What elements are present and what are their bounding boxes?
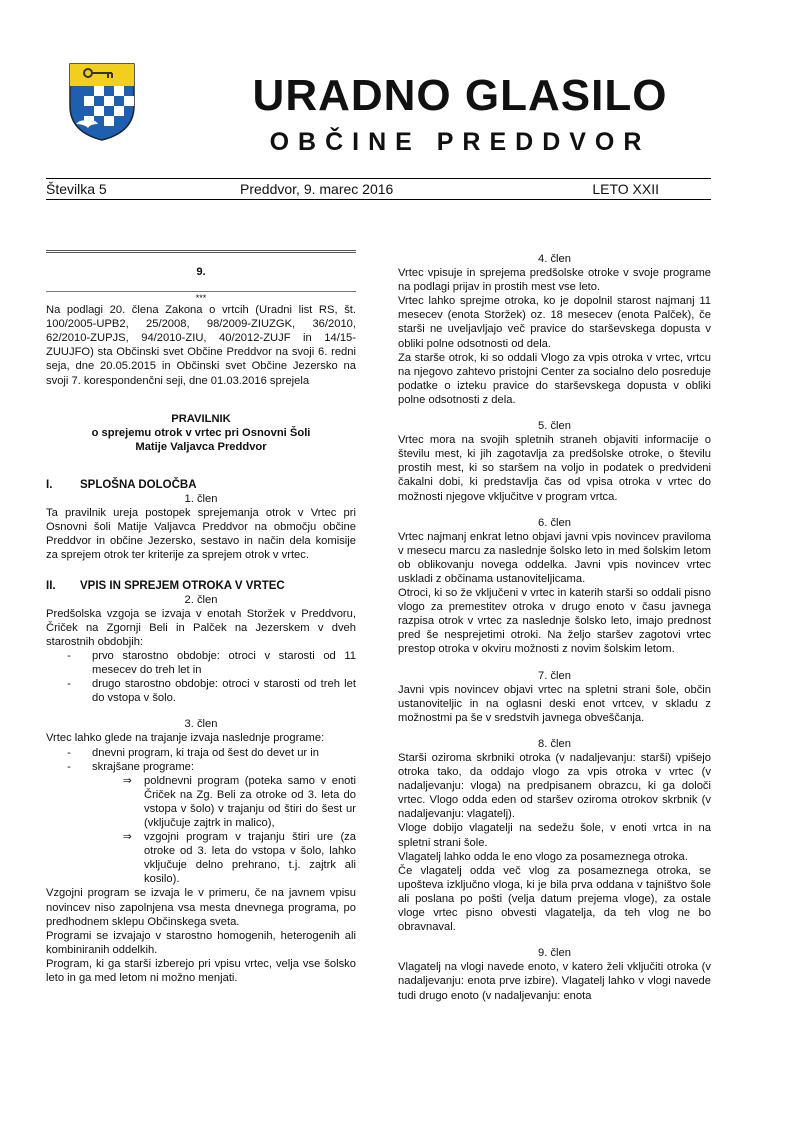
- stars-separator: ***: [195, 293, 207, 304]
- issue-number: Številka 5: [46, 181, 107, 197]
- section-title: SPLOŠNA DOLOČBA: [80, 478, 197, 491]
- section-number: I.: [46, 478, 53, 491]
- section-number: II.: [46, 579, 56, 592]
- article-5-text: Vrtec mora na svojih spletnih straneh objaviti informacije o številu mest, ki jih zagotavlja za predšolske otroke, o številu prostih mest, ki so staršem na voljo in podatek o predvideni čakalni dobi, ki predstavlja čas od vpisa otroka v vrtec do možnosti njegove vključitve v program vrtca.: [398, 434, 711, 503]
- left-column: [46, 250, 356, 985]
- article-7-title: 7. člen: [538, 669, 571, 682]
- section-title: VPIS IN SPREJEM OTROKA V VRTEC: [80, 579, 285, 592]
- article-6-paragraph: Vrtec najmanj enkrat letno objavi javni vpis novincev praviloma v mesecu marcu za naslednje šolsko leto in med šolskim letom ob oblikovanju novega oddelka. Javni vpis novincev vrtec uskladi z občinama ustanoviteljicama.: [398, 530, 711, 585]
- sub-list-item: ⇒ vzgojni program v trajanju štiri ure (za otroke od 3. leta do vstopa v šolo, lahko vključuje delno prehrano, t.j. zajtrk ali kosilo).: [46, 830, 356, 886]
- article-3-paragraph: Programi se izvajajo v starostno homogenih, heterogenih ali kombiniranih oddelkih.: [46, 929, 356, 956]
- article-5-title: 5. člen: [538, 420, 571, 433]
- section-heading-1: [46, 478, 356, 492]
- article-6-paragraph: Otroci, ki so že vključeni v vrtec in katerih starši so oddali pisno vlogo za premestitev otroka v drugo enoto v času javnega razpisa otrok v vrtec za naslednje šolsko leto, imajo prednost pred še nesprejetimi otroki. Na željo staršev zagotovi vrtec prestop otroka v okviru možnosti z novim šolskim letom.: [398, 587, 711, 656]
- article-7-text: Javni vpis novincev objavi vrtec na spletni strani šole, občin ustanoviteljic in na oglasni deski enot vrtcev, v skladu z možnostmi pa še v sredstvih javnega obveščanja.: [398, 683, 711, 724]
- article-9-text: Vlagatelj na vlogi navede enoto, v katero želi vključiti otroka (v nadaljevanju: enota prve izbire). Vlagatelj lahko v vlogi navede tudi drugo enoto (v nadaljevanju: enota: [398, 961, 711, 1002]
- article-2-title: 2. člen: [184, 593, 218, 606]
- document-number: 9.: [196, 266, 206, 278]
- article-9-title: 9. člen: [538, 947, 571, 960]
- article-8-paragraph: Če vlagatelj odda več vlog za posameznega otroka, se upošteva izključno vloga, ki je bila prva oddana v tajništvo šole ali poslana po pošti (velja datum prejema vloge), za ostale vloge vrtec pisno obvesti vlagatelja, da teh vlog ne bo obravnaval.: [398, 864, 711, 934]
- article-4-paragraph: Za starše otrok, ki so oddali Vlogo za vpis otroka v vrtec, vrtcu na njegovo zahtevo pristojni Center za socialno delo posreduje podatke o izteku pravice do starševskega dopusta v obliki polne odsotnosti z dela.: [398, 351, 711, 406]
- article-2-text: Predšolska vzgoja se izvaja v enotah Storžek v Preddvoru, Čriček na Zgornji Beli in Palček na Jezerskem v dveh starostnih obdobjih:: [46, 607, 356, 648]
- article-1-title: 1. člen: [184, 493, 218, 506]
- divider-thin: [46, 291, 356, 292]
- issue-info-line: [46, 181, 711, 201]
- article-3-text: Vrtec lahko glede na trajanje izvaja naslednje programe:: [46, 732, 325, 745]
- section-divider: [46, 250, 356, 253]
- article-3-paragraph: Program, ki ga starši izberejo pri vpisu vrtec, velja vse šolsko leto in ga med letom ni možno menjati.: [46, 957, 356, 985]
- municipality-subtitle: OBČINE PREDDVOR: [269, 128, 651, 156]
- municipal-coat-of-arms: [68, 62, 136, 142]
- article-8-paragraph: Starši oziroma skrbniki otroka (v nadaljevanju: starši) vpišejo otroka tako, da oddajo vlogo za vpis otroka v vrtec (v nadaljevanju: vloga) na predpisanem obrazcu, ki ga določi vrtec. Vlogo odda eden od staršev oziroma otrokov skrbnik (v nadaljevanju: vlagatelj).: [398, 752, 711, 821]
- article-4-paragraph: Vrtec vpisuje in sprejema predšolske otroke v svoje programe na podlagi prijav in prostih mest vse leto.: [398, 267, 711, 294]
- list-item: - dnevni program, ki traja od šest do devet ur in: [67, 746, 319, 759]
- rule-title: PRAVILNIK: [171, 412, 231, 425]
- list-item: - skrajšane programe:: [67, 760, 194, 773]
- article-3-title: 3. člen: [184, 718, 218, 731]
- intro-paragraph: Na podlagi 20. člena Zakona o vrtcih (Uradni list RS, št. 100/2005-UPB2, 25/2008, 98/2009-ZIUZGK, 36/2010, 62/2010-ZUPJS, 94/2010-ZIU, 40/2012-ZUJF in 14/15-ZUUJFO) sta Občinski svet Občine Preddvor na svoji 6. redni seja, dne 20.05.2015 in Občinski svet Občine Jezersko na svoji 7. korespondenčni seji, dne 01.03.2016 sprejela: [46, 304, 356, 387]
- article-6-title: 6. člen: [538, 516, 571, 529]
- header-rule-bottom: [46, 199, 711, 200]
- list-item: - prvo starostno obdobje: otroci v starosti od 11 mesecev do treh let in: [67, 649, 356, 677]
- arrow-icon: ⇒: [122, 831, 132, 844]
- issue-year: LETO XXII: [592, 181, 659, 197]
- article-1-text: Ta pravilnik ureja postopek sprejemanja otrok v Vrtec pri Osnovni šoli Matije Valjavca Preddvor na območju občine Preddvor in občine Jezersko, sestavo in način dela komisije za sprejem otrok ter kriterije za sprejem otrok v vrtec.: [46, 507, 356, 562]
- issue-place-date: Preddvor, 9. marec 2016: [240, 181, 394, 197]
- article-4-title: 4. člen: [538, 253, 571, 265]
- publication-title: URADNO GLASILO: [252, 71, 668, 120]
- article-8-title: 8. člen: [538, 737, 571, 750]
- article-8-paragraph: Vloge dobijo vlagatelji na sedežu šole, v enoti vrtca in na spletni strani šole.: [398, 822, 711, 849]
- header-rule-top: [46, 178, 711, 179]
- article-4-paragraph: Vrtec lahko sprejme otroka, ko je dopolnil starost najmanj 11 mesecev (enota Storžek) oz. 18 mesecev (enota Palček), če starši ne uveljavljajo več pravice do starševskega dopusta v obliki polne odsotnosti od dela.: [398, 295, 711, 350]
- list-item: - drugo starostno obdobje: otroci v starosti od treh let do vstopa v šolo.: [67, 678, 356, 705]
- sub-list-item: ⇒ poldnevni program (poteka samo v enoti Čriček na Zg. Beli za otroke od 3. leta do vstopa v šolo) v trajanju od štiri do šest ur (vključuje zajtrk in malico),: [46, 774, 356, 830]
- article-3-paragraph: Vzgojni program se izvaja le v primeru, če na javnem vpisu novincev niso zapolnjena vsa mesta dnevnega programa, po predhodnem sklepu Občinskega sveta.: [46, 887, 356, 928]
- rule-subtitle: o sprejemu otrok v vrtec pri Osnovni Šoli Matije Valjavca Preddvor: [91, 426, 311, 453]
- section-heading-2: [46, 579, 356, 593]
- right-column: [398, 252, 711, 1003]
- article-8-paragraph: Vlagatelj lahko odda le eno vlogo za posameznega otroka.: [398, 850, 688, 863]
- arrow-icon: ⇒: [122, 774, 132, 787]
